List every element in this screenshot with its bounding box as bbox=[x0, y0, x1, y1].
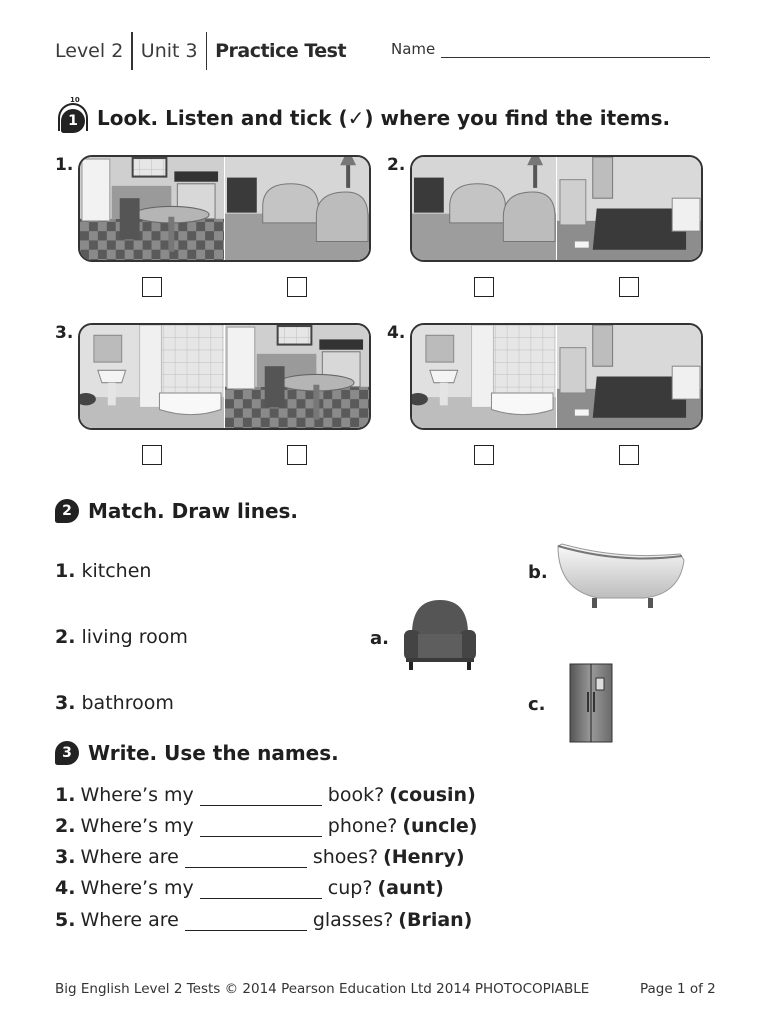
write-row: 3. Where are shoes? (Henry) bbox=[55, 846, 465, 868]
tick-box[interactable] bbox=[287, 277, 307, 297]
bathroom-picture bbox=[80, 325, 224, 428]
item-number: 2. bbox=[387, 155, 406, 175]
tick-box[interactable] bbox=[474, 277, 494, 297]
tick-box[interactable] bbox=[142, 445, 162, 465]
tick-box[interactable] bbox=[619, 445, 639, 465]
living-room-picture bbox=[224, 157, 369, 260]
answer-blank[interactable] bbox=[185, 849, 307, 868]
living-room-picture bbox=[412, 157, 556, 260]
bathtub-picture[interactable] bbox=[554, 538, 686, 612]
tick-box[interactable] bbox=[619, 277, 639, 297]
item-number: 4. bbox=[387, 323, 406, 343]
match-word[interactable]: 2. living room bbox=[55, 626, 188, 648]
answer-blank[interactable] bbox=[200, 818, 322, 837]
picture-letter: b. bbox=[528, 562, 548, 583]
fridge-picture[interactable] bbox=[568, 662, 614, 744]
copyright-footer: Big English Level 2 Tests © 2014 Pearson Education Ltd 2014 PHOTOCOPIABLE bbox=[55, 981, 590, 997]
bedroom-picture bbox=[556, 157, 701, 260]
section1-title bbox=[55, 96, 671, 136]
section-number-badge: 2 bbox=[55, 499, 79, 523]
picture-panel bbox=[410, 323, 703, 430]
item-number: 1. bbox=[55, 155, 74, 175]
tick-box[interactable] bbox=[142, 277, 162, 297]
test-title: Practice Test bbox=[215, 40, 347, 62]
section3-title bbox=[55, 741, 339, 765]
header-title bbox=[55, 36, 354, 66]
page-number: Page 1 of 2 bbox=[640, 981, 716, 997]
match-word[interactable]: 3. bathroom bbox=[55, 692, 174, 714]
write-row: 2. Where’s my phone? (uncle) bbox=[55, 815, 478, 837]
picture-letter: a. bbox=[370, 628, 389, 649]
bathroom-picture bbox=[412, 325, 556, 428]
answer-blank[interactable] bbox=[185, 912, 307, 931]
answer-blank[interactable] bbox=[200, 880, 322, 899]
level-label: Level 2 bbox=[55, 40, 124, 62]
armchair-picture[interactable] bbox=[400, 596, 480, 672]
write-row: 4. Where’s my cup? (aunt) bbox=[55, 877, 444, 899]
headphones-icon: 1 10 bbox=[55, 100, 91, 136]
picture-panel bbox=[410, 155, 703, 262]
section1-instruction: Look. Listen and tick (✓) where you find the items. bbox=[97, 106, 671, 130]
section3-instruction: Write. Use the names. bbox=[88, 741, 339, 765]
section2-instruction: Match. Draw lines. bbox=[88, 499, 299, 523]
name-field[interactable] bbox=[391, 40, 710, 58]
picture-panel bbox=[78, 155, 371, 262]
section-number-badge: 3 bbox=[55, 741, 79, 765]
name-label: Name bbox=[391, 40, 436, 58]
unit-label: Unit 3 bbox=[140, 40, 198, 62]
kitchen-picture bbox=[80, 157, 224, 260]
picture-letter: c. bbox=[528, 694, 546, 715]
write-row: 5. Where are glasses? (Brian) bbox=[55, 909, 473, 931]
kitchen-picture bbox=[224, 325, 369, 428]
tick-box[interactable] bbox=[474, 445, 494, 465]
tick-box[interactable] bbox=[287, 445, 307, 465]
answer-blank[interactable] bbox=[200, 787, 322, 806]
picture-panel bbox=[78, 323, 371, 430]
section2-title bbox=[55, 499, 298, 523]
item-number: 3. bbox=[55, 323, 74, 343]
name-line[interactable] bbox=[441, 41, 710, 58]
match-word[interactable]: 1. kitchen bbox=[55, 560, 152, 582]
bedroom-picture bbox=[556, 325, 701, 428]
write-row: 1. Where’s my book? (cousin) bbox=[55, 784, 476, 806]
